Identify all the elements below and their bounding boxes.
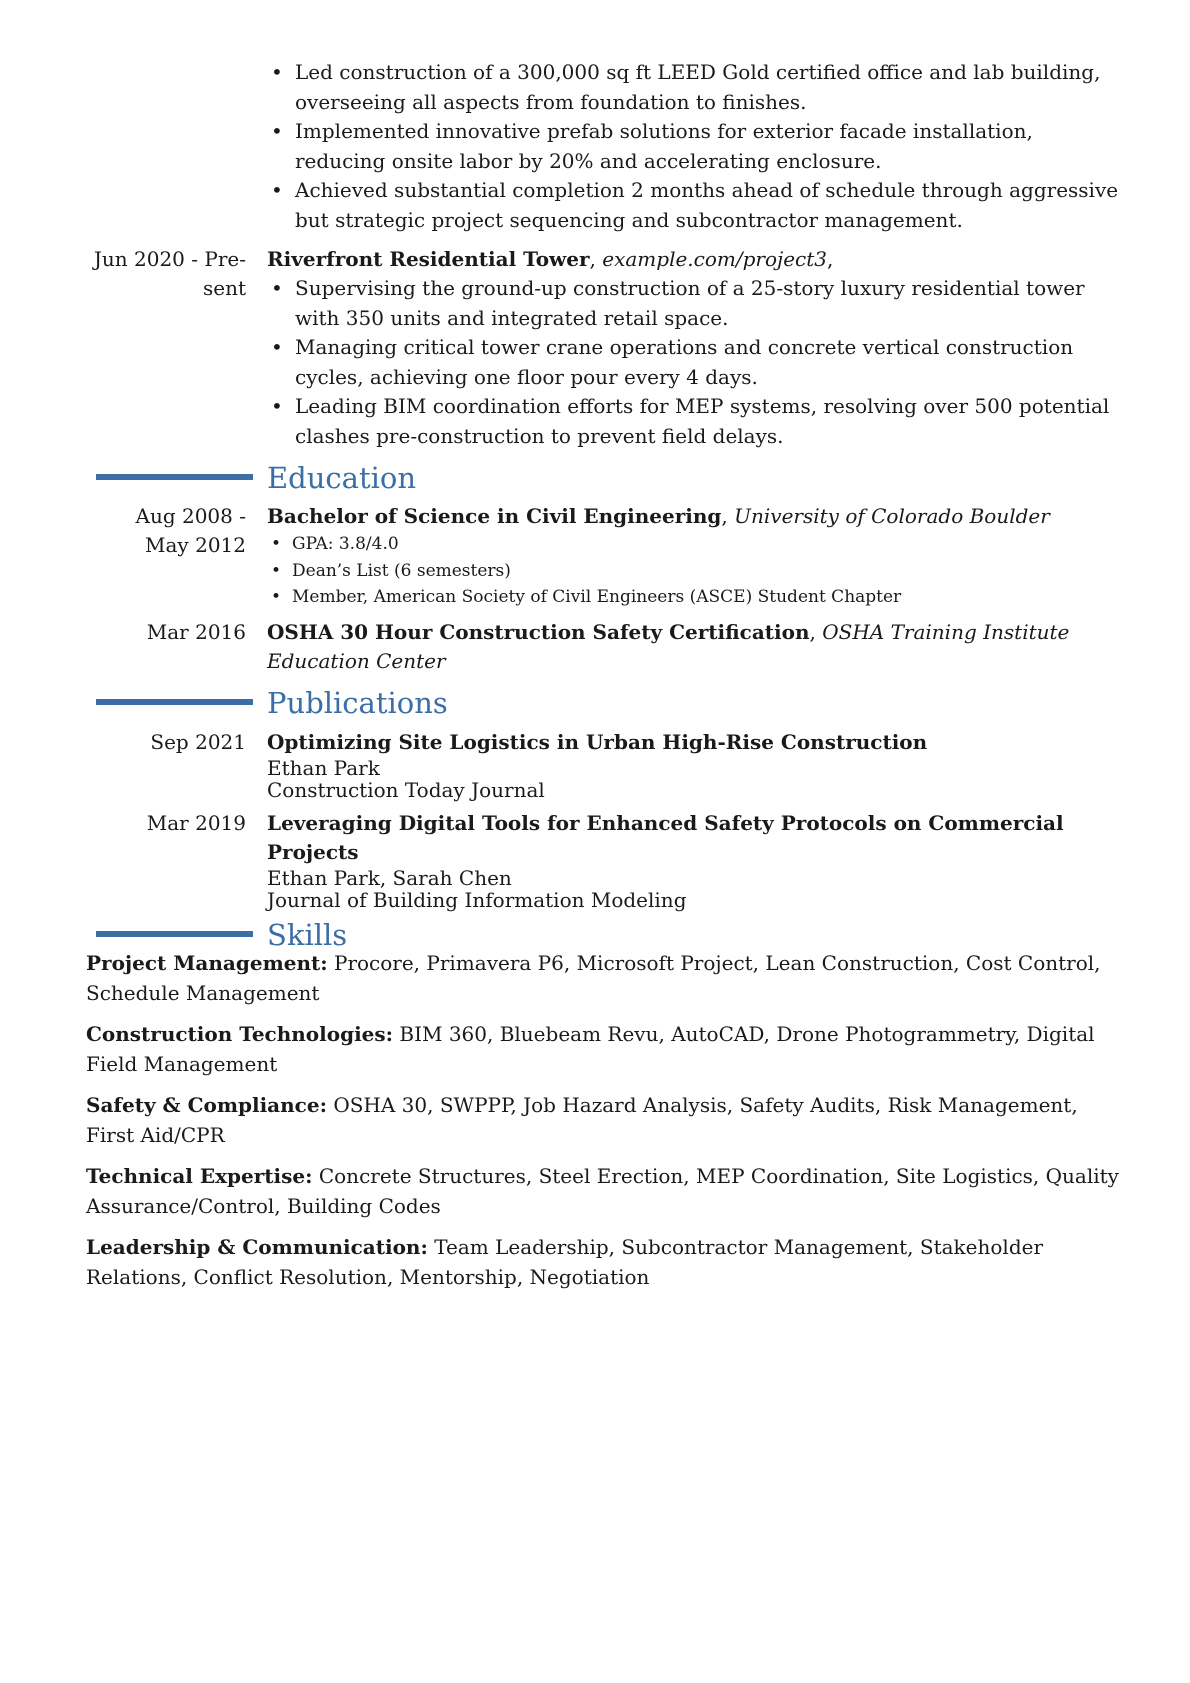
skills-section-header (0, 917, 1190, 953)
section-bar (96, 474, 253, 480)
skill-row (86, 1020, 1126, 1079)
education-content (267, 502, 1127, 611)
publication-date: Mar 2019 (146, 811, 246, 835)
list-item: • Leading BIM coordination efforts for MEP systems, resolving over 500 potential clashes pre-construction to prevent field delays. (267, 392, 1127, 451)
education-section-header (0, 460, 1190, 496)
date-line: Jun 2020 - Pre- (93, 247, 246, 271)
degree-name: Bachelor of Science in Civil Engineering (267, 504, 722, 528)
project-content (267, 245, 1127, 451)
publication-venue: Construction Today Journal (267, 778, 545, 802)
skill-value: Team Leadership, Subcontractor Management, Stakeholder Relations, Conflict Resolution, Mentorship, Negotiation (86, 1235, 1044, 1289)
degree-bullets (267, 531, 1127, 611)
separator: , (589, 247, 603, 271)
skill-row (86, 1091, 1126, 1150)
list-item: • Achieved substantial completion 2 months ahead of schedule through aggressive but strategic project sequencing and subcontractor management. (267, 176, 1127, 235)
publication-content (267, 809, 1127, 911)
publication-date: Sep 2021 (150, 730, 246, 754)
certification-name: OSHA 30 Hour Construction Safety Certification (267, 620, 810, 644)
project-title (267, 245, 1127, 274)
list-item: • Member, American Society of Civil Engineers (ASCE) Student Chapter (267, 584, 1127, 611)
date-line: May 2012 (145, 533, 246, 557)
section-bar (96, 699, 253, 705)
project-link[interactable]: example.com/project3 (602, 247, 828, 271)
skill-label: Construction Technologies: (86, 1022, 394, 1046)
section-title: Education (267, 461, 417, 495)
skill-label: Technical Expertise: (86, 1164, 313, 1188)
experience-continued-content (267, 58, 1127, 235)
list-item: • Managing critical tower crane operations and concrete vertical construction cycles, achieving one floor pour every 4 days. (267, 333, 1127, 392)
publication-venue: Journal of Building Information Modeling (267, 888, 687, 912)
skill-row (86, 1162, 1126, 1221)
skill-value: OSHA 30, SWPPP, Job Hazard Analysis, Safety Audits, Risk Management, First Aid/CPR (86, 1093, 1078, 1147)
degree-title (267, 502, 1127, 531)
list-item: • Implemented innovative prefab solutions for exterior facade installation, reducing onsite labor by 20% and accelerating enclosure. (267, 117, 1127, 176)
list-item: • Supervising the ground-up construction of a 25-story luxury residential tower with 350 units and integrated retail space. (267, 274, 1127, 333)
trailing-comma: , (827, 247, 834, 271)
publications-section-header (0, 685, 1190, 721)
date-line: Aug 2008 - (135, 504, 246, 528)
date-line: sent (202, 276, 246, 300)
separator: , (809, 620, 823, 644)
skill-row (86, 949, 1126, 1008)
institution: University of Colorado Boulder (734, 504, 1050, 528)
publication-title: Leveraging Digital Tools for Enhanced Safety Protocols on Commercial Projects (267, 811, 1064, 864)
section-bar (96, 931, 253, 937)
project-bullets (267, 274, 1127, 451)
skill-label: Safety & Compliance: (86, 1093, 327, 1117)
list-item: • GPA: 3.8/4.0 (267, 531, 1127, 558)
certification-title (267, 618, 1127, 676)
list-item: • Led construction of a 300,000 sq ft LEED Gold certified office and lab building, overseeing all aspects from foundation to finishes. (267, 58, 1127, 117)
section-title: Skills (267, 918, 348, 952)
experience-continued-bullets (267, 58, 1127, 235)
institution: OSHA Training Institute Education Center (267, 620, 1070, 673)
skill-row (86, 1233, 1126, 1292)
publication-title: Optimizing Site Logistics in Urban High-Rise Construction (267, 730, 928, 754)
publication-authors: Ethan Park, Sarah Chen (267, 866, 512, 890)
list-item: • Dean’s List (6 semesters) (267, 558, 1127, 585)
skill-value: Concrete Structures, Steel Erection, MEP Coordination, Site Logistics, Quality Assurance/Control, Building Codes (86, 1164, 1119, 1218)
publication-content (267, 728, 1127, 801)
project-name: Riverfront Residential Tower (267, 247, 590, 271)
skill-label: Project Management: (86, 951, 328, 975)
certification-date: Mar 2016 (146, 620, 246, 644)
skill-value: BIM 360, Bluebeam Revu, AutoCAD, Drone Photogrammetry, Digital Field Management (86, 1022, 1095, 1076)
skill-value: Procore, Primavera P6, Microsoft Project, Lean Construction, Cost Control, Schedule Management (86, 951, 1101, 1005)
publication-authors: Ethan Park (267, 756, 380, 780)
education-date (60, 502, 246, 560)
separator: , (721, 504, 735, 528)
project-date (60, 245, 246, 303)
skill-label: Leadership & Communication: (86, 1235, 428, 1259)
section-title: Publications (267, 686, 448, 720)
certification-content (267, 618, 1127, 676)
